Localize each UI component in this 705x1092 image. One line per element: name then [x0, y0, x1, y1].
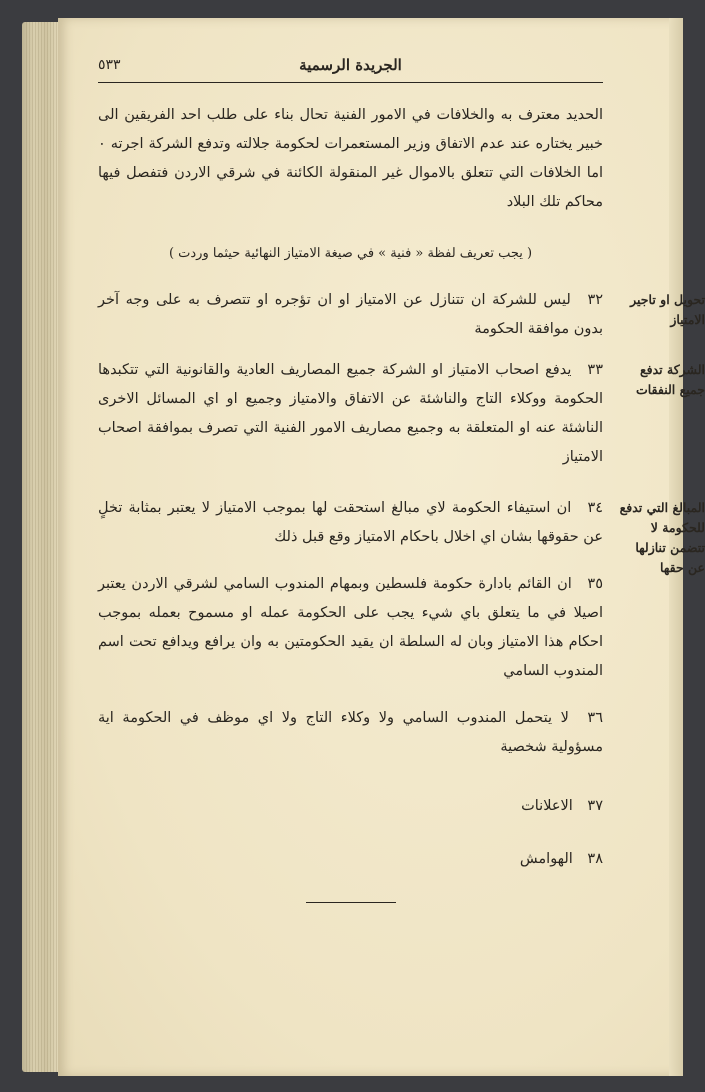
page-header: [98, 56, 603, 83]
article-text: ليس للشركة ان تتنازل عن الامتياز او ان تؤجره او تتصرف به على وجه آخر بدون موافقة الحكومة: [98, 292, 603, 337]
margin-heading: المبالغ التي تدفع للحكومة لا تتضمن تنازلها عن حقها: [619, 500, 705, 575]
opening-paragraph: الحديد معترف به والخلافات في الامور الفنية تحال بناء على طلب احد الفريقين الى خبير يختاره عند عدم الاتفاق وزير المستعمرات لحكومة جلالته وتدفع الشركة اجرته ٠ اما الخلافات التي تتعلق بالاموال غير المنقولة الكائنة في شرقي الاردن فتفصل فيها محاكم تلك البلاد: [98, 107, 603, 210]
article-number: ٣٧: [587, 798, 603, 814]
closing-rule: [306, 902, 396, 903]
article-number: ٣٥: [587, 576, 603, 592]
article-text: لا يتحمل المندوب السامي ولا وكلاء التاج ولا اي موظف في الحكومة اية مسؤولية شخصية: [98, 710, 603, 755]
article-text: ان القائم بادارة حكومة فلسطين وبمهام المندوب السامي لشرقي الاردن يعتبر اصيلا في ما يتعلق باي شيء يجب على الحكومة عمله او مسموح بعمله بموجب احكام هذا الامتياز وبان له السلطة ان يقيد الحكومتين به وان يرافع ويدافع تحت اسم المندوب السامي: [98, 576, 603, 679]
article-38: [98, 845, 603, 874]
book-page-edges: [22, 22, 62, 1072]
margin-heading: الشركة تدفع جميع النفقات: [635, 362, 705, 397]
page-body: [98, 101, 705, 903]
article-number: ٣٨: [587, 851, 603, 867]
article-37: [98, 792, 603, 821]
article-number: ٣٤: [587, 500, 604, 516]
article-33: [98, 356, 705, 472]
article-number: ٣٦: [587, 710, 603, 726]
article-text: يدفع اصحاب الامتياز او الشركة جميع المصاريف العادية والقانونية التي تتكبدها الحكومة ووكلاء التاج والناشئة عن الاتفاق والامتياز وجميع او اي المسائل الاخرى الناشئة عنه او المتعلقة به وجميع مصاريف الامور الفنية التي تصرف بموافقة اصحاب الامتياز: [98, 362, 603, 465]
article-34: [98, 494, 705, 575]
article-text: ان استيفاء الحكومة لاي مبالغ استحقت لها بموجب الامتياز لا يعتبر بمثابة تخلٍ عن حقوقها بشان اي اخلال باحكام الامتياز وقع قبل ذلك: [98, 500, 603, 545]
article-32: [98, 286, 705, 344]
article-number: ٣٣: [587, 362, 603, 378]
running-title: الجريدة الرسمية: [299, 56, 402, 74]
article-text: الاعلانات: [521, 798, 573, 814]
definition-note: ( يجب تعريف لفظة « فنية » في صيغة الامتياز النهائية حيثما وردت ): [168, 246, 533, 261]
article-number: ٣٢: [587, 292, 604, 308]
page-content: [98, 56, 705, 903]
article-text: الهوامش: [519, 851, 573, 867]
article-36: [98, 704, 603, 762]
document-page: [58, 18, 705, 1076]
article-35: [98, 570, 603, 686]
margin-heading: تحويل او تاجير الامتياز: [630, 292, 705, 327]
page-number: ٥٣٣: [98, 57, 121, 73]
